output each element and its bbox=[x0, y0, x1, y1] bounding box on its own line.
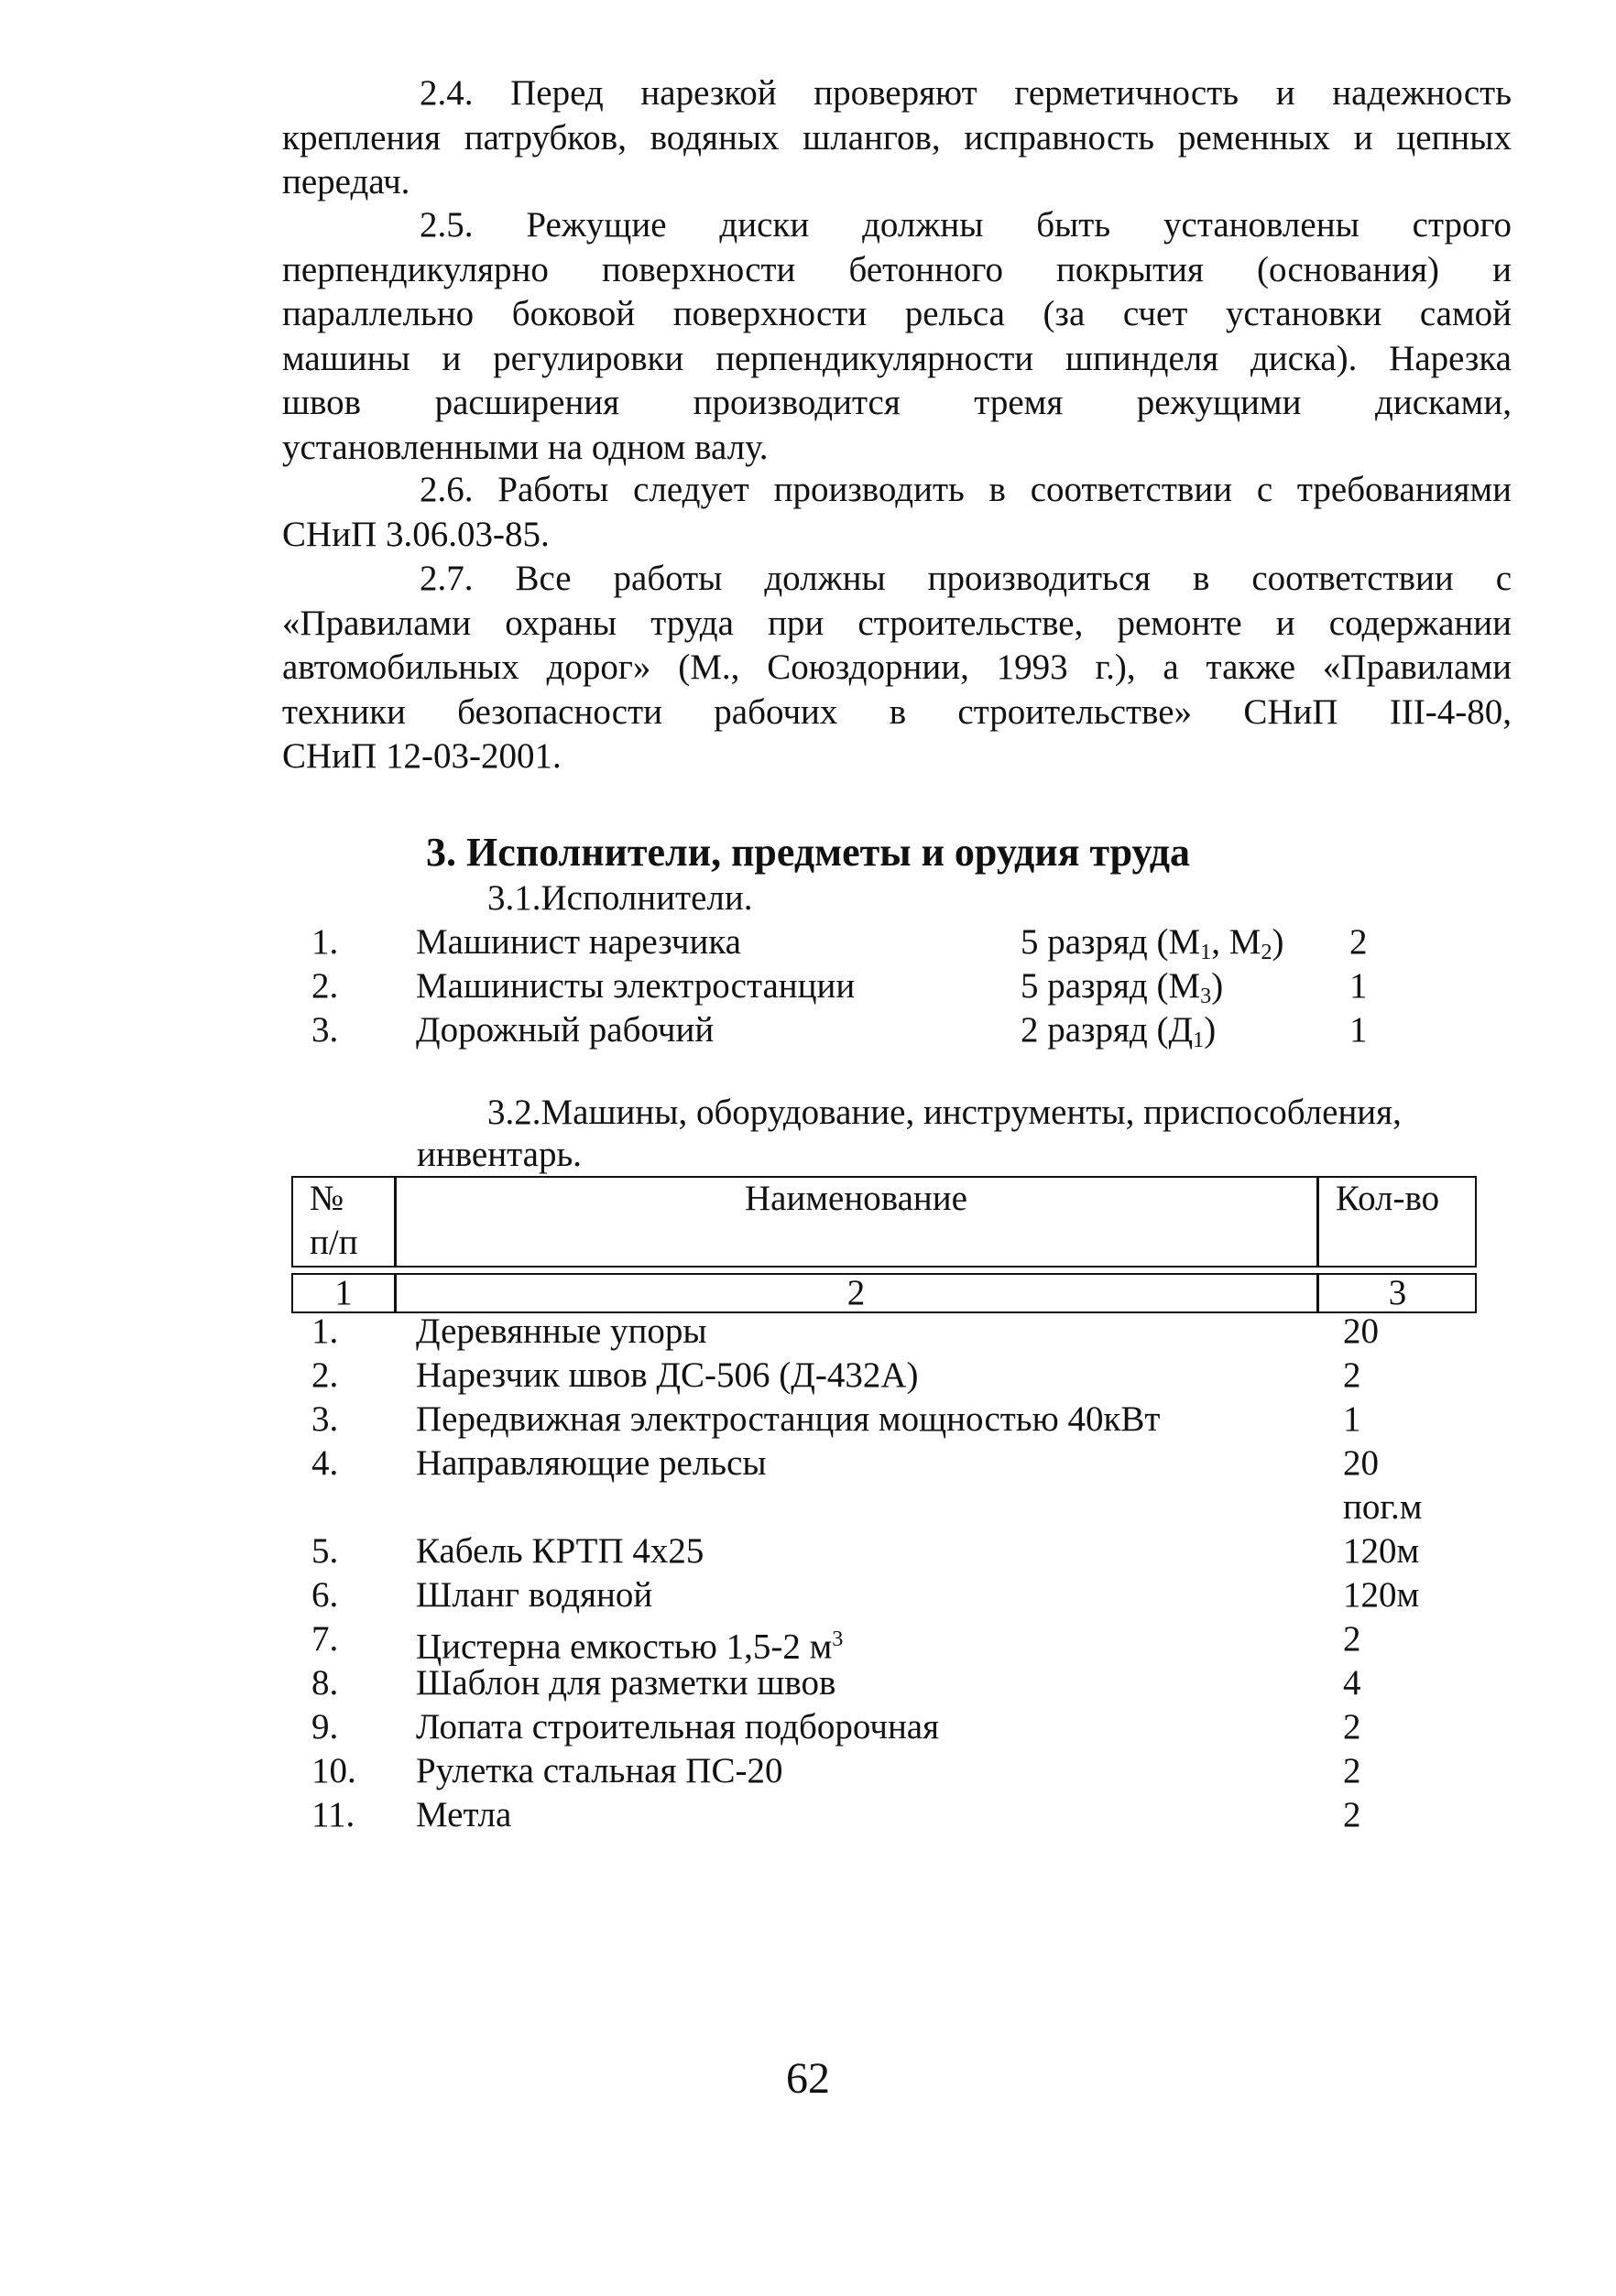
table-row-continuation bbox=[311, 1485, 1502, 1529]
row-name: Рулетка стальная ПС-20 bbox=[416, 1751, 783, 1790]
row-number: 8. bbox=[311, 1663, 339, 1703]
worker-name: Дорожный рабочий bbox=[416, 1010, 715, 1050]
paragraph-line: перпендикулярно поверхности бетонного покрытия (основания) и bbox=[282, 249, 1512, 289]
worker-count: 1 bbox=[1349, 966, 1368, 1006]
paragraph-2-4 bbox=[282, 71, 1512, 205]
paragraph-line: параллельно боковой поверхности рельса (за счет установки самой bbox=[282, 294, 1512, 333]
subsection-3-2-title: 3.2.Машины, оборудование, инструменты, приспособления, bbox=[487, 1093, 1402, 1132]
table-header-name: Наименование bbox=[745, 1179, 967, 1218]
row-number: 4. bbox=[311, 1443, 339, 1483]
paragraph-line: 2.5. Режущие диски должны быть установлены строго bbox=[420, 205, 1512, 245]
paragraph-line: 2.6. Работы следует производить в соответствии с требованиями bbox=[420, 470, 1512, 509]
row-name: Направляющие рельсы bbox=[416, 1443, 767, 1483]
row-name: Деревянные упоры bbox=[416, 1311, 707, 1351]
table-header-number: № bbox=[310, 1179, 344, 1218]
table-row bbox=[311, 1749, 1502, 1793]
row-quantity-unit: пог.м bbox=[1343, 1487, 1423, 1527]
row-name: Метла bbox=[416, 1795, 512, 1834]
row-quantity: 20 bbox=[1343, 1443, 1379, 1483]
grade-subscript: 1 bbox=[1200, 940, 1212, 965]
paragraph-line: автомобильных дорог» (М., Союздорнии, 1993 г.), а также «Правилами bbox=[282, 647, 1512, 687]
row-name: Шаблон для разметки швов bbox=[416, 1663, 836, 1703]
row-number: 1. bbox=[311, 1311, 339, 1351]
paragraph-line: машины и регулировки перпендикулярности шпинделя диска). Нарезка bbox=[282, 338, 1512, 378]
subsection-3-1-title: 3.1.Исполнители. bbox=[487, 878, 753, 918]
table-row bbox=[311, 1705, 1502, 1749]
paragraph-2-7 bbox=[282, 557, 1512, 779]
table-header-quantity: Кол-во bbox=[1336, 1179, 1440, 1218]
paragraph-line: «Правилами охраны труда при строительстве, ремонте и содержании bbox=[282, 603, 1512, 643]
row-quantity: 20 bbox=[1343, 1311, 1379, 1351]
row-quantity: 120м bbox=[1343, 1575, 1420, 1615]
row-name: Кабель КРТП 4х25 bbox=[416, 1531, 704, 1571]
table-index-cell: 2 bbox=[846, 1273, 866, 1312]
row-name: Передвижная электростанция мощностью 40кВт bbox=[416, 1399, 1161, 1439]
row-number: 6. bbox=[311, 1575, 339, 1615]
grade-subscript: 2 bbox=[1261, 940, 1272, 965]
grade-text: 2 разряд (Д bbox=[1021, 1010, 1194, 1050]
table-row bbox=[311, 1529, 1502, 1573]
row-quantity: 2 bbox=[1343, 1751, 1361, 1790]
row-name: Цистерна емкостью 1,5-2 м bbox=[416, 1627, 833, 1667]
row-quantity: 120м bbox=[1343, 1531, 1420, 1571]
worker-name: Машинист нарезчика bbox=[416, 922, 741, 962]
worker-number: 3. bbox=[311, 1010, 339, 1050]
worker-count: 1 bbox=[1349, 1010, 1368, 1050]
page-number: 62 bbox=[786, 2054, 830, 2103]
paragraph-line: 2.7. Все работы должны производиться в соответствии с bbox=[420, 559, 1512, 598]
worker-name: Машинисты электростанции bbox=[416, 966, 856, 1006]
worker-grade bbox=[1021, 1008, 1216, 1062]
paragraph-line: крепления патрубков, водяных шлангов, исправность ременных и цепных bbox=[282, 117, 1512, 158]
table-row bbox=[311, 1310, 1502, 1354]
paragraph-line: 2.4. Перед нарезкой проверяют герметичность и надежность bbox=[420, 73, 1512, 113]
table-row bbox=[311, 1354, 1502, 1398]
table-index-cell: 1 bbox=[334, 1273, 353, 1312]
row-number: 9. bbox=[311, 1707, 339, 1746]
worker-row bbox=[311, 1008, 1411, 1052]
paragraph-line: передач. bbox=[282, 162, 410, 201]
table-row bbox=[311, 1793, 1502, 1837]
grade-text: , М bbox=[1211, 922, 1261, 962]
grade-text: ) bbox=[1204, 1010, 1217, 1050]
grade-text: ) bbox=[1272, 922, 1284, 962]
table-row bbox=[311, 1661, 1502, 1705]
table-header-number: п/п bbox=[310, 1223, 358, 1262]
row-quantity: 4 bbox=[1343, 1663, 1361, 1703]
grade-text: ) bbox=[1211, 966, 1224, 1006]
table-row bbox=[311, 1573, 1502, 1617]
table-row bbox=[311, 1442, 1502, 1485]
row-quantity: 2 bbox=[1343, 1795, 1361, 1834]
paragraph-2-5 bbox=[282, 203, 1512, 470]
row-quantity: 1 bbox=[1343, 1399, 1361, 1439]
table-row bbox=[311, 1398, 1502, 1442]
paragraph-line: установленными на одном валу. bbox=[282, 427, 769, 467]
row-number: 10. bbox=[311, 1751, 356, 1790]
table-divider bbox=[1316, 1176, 1319, 1268]
row-name: Шланг водяной bbox=[416, 1575, 653, 1615]
row-number: 5. bbox=[311, 1531, 339, 1571]
table-row bbox=[311, 1617, 1502, 1667]
paragraph-line: СНиП 3.06.03-85. bbox=[282, 514, 550, 554]
row-number: 3. bbox=[311, 1399, 339, 1439]
row-quantity: 2 bbox=[1343, 1707, 1361, 1746]
row-name: Лопата строительная подборочная bbox=[416, 1707, 940, 1746]
worker-row bbox=[311, 964, 1411, 1008]
worker-row bbox=[311, 920, 1411, 964]
worker-count: 2 bbox=[1349, 922, 1368, 962]
paragraph-line: швов расширения производится тремя режущими дисками, bbox=[282, 383, 1512, 422]
table-index-cell: 3 bbox=[1388, 1273, 1407, 1312]
row-name: Нарезчик швов ДС-506 (Д-432А) bbox=[416, 1355, 919, 1395]
row-quantity: 2 bbox=[1343, 1355, 1361, 1395]
paragraph-2-6 bbox=[282, 468, 1512, 557]
grade-text: 5 разряд (М bbox=[1021, 966, 1201, 1006]
section-heading: 3. Исполнители, предметы и орудия труда bbox=[425, 830, 1190, 875]
worker-number: 1. bbox=[311, 922, 339, 962]
row-name-superscript: 3 bbox=[832, 1627, 844, 1651]
paragraph-line: техники безопасности рабочих в строительстве» СНиП III-4-80, bbox=[282, 691, 1512, 732]
grade-subscript: 1 bbox=[1193, 1028, 1205, 1053]
grade-subscript: 3 bbox=[1200, 984, 1212, 1009]
paragraph-line: СНиП 12-03-2001. bbox=[282, 736, 562, 776]
row-quantity: 2 bbox=[1343, 1619, 1361, 1659]
subsection-3-2-continuation: инвентарь. bbox=[417, 1135, 582, 1174]
row-number: 7. bbox=[311, 1619, 339, 1659]
grade-text: 5 разряд (М bbox=[1021, 922, 1201, 962]
row-number: 2. bbox=[311, 1355, 339, 1395]
row-number: 11. bbox=[311, 1795, 355, 1834]
worker-number: 2. bbox=[311, 966, 339, 1006]
